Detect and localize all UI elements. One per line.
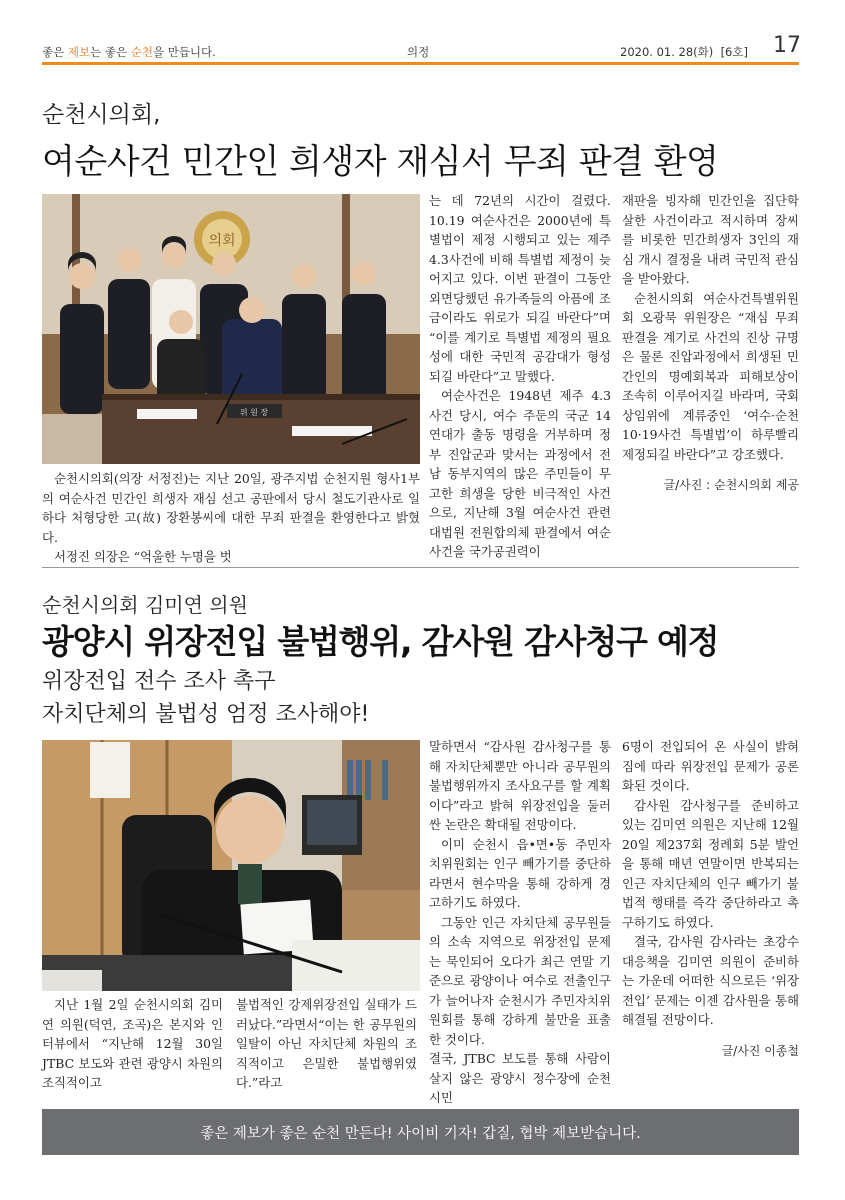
paragraph: 감사원 감사청구를 준비하고 있는 김미연 의원은 지난해 12월 20일 제237회 정례회 5분 발언을 통해 매년 연말이면 반복되는 인근 자치단체의 인구 빼가기 불법적 행태를 즉각 중단하라고 촉구하기도 하였다. xyxy=(622,797,799,930)
article1-headline: 여순사건 민간인 희생자 재심서 무죄 판결 환영 xyxy=(42,142,719,182)
paragraph: 이미 순천시 읍•면•동 주민자치위원회는 인구 빼가기를 중단하라면서 현수막을 통해 강하게 경고하기도 하였다. xyxy=(429,836,611,910)
slogan-part: 는 좋은 xyxy=(90,45,131,59)
paragraph: 말하면서 “감사원 감사청구를 통해 자치단체뿐만 아니라 공무원의 불법행위까지 조사요구를 할 계획이다”라고 밝혀 위장전입을 둘러싼 논란은 확대될 전망이다. xyxy=(429,739,611,832)
seal-text: 의회 xyxy=(208,233,236,249)
paragraph: 순천시의회(의장 서정진)는 지난 20일, 광주지법 순천지원 형사1부의 여순사건 민간인 희생자 재심 선고 공판에서 당시 철도기관사로 일하다 처형당한 고(故) 장환봉씨에 대한 무죄 판결을 환영한다고 밝혔다. xyxy=(42,471,420,545)
article-divider xyxy=(42,567,799,568)
slogan-highlight-jebo: 제보 xyxy=(67,45,91,59)
desk-nameplate: 위 원 장 xyxy=(239,408,269,417)
article2-headline: 광양시 위장전입 불법행위, 감사원 감사청구 예정 xyxy=(42,622,719,661)
article2-column-2 xyxy=(236,995,417,1093)
header-rule xyxy=(42,62,799,65)
header-slogan xyxy=(42,44,216,60)
page-number: 17 xyxy=(773,33,801,58)
article1-column-3 xyxy=(622,191,799,496)
article1-column-2 xyxy=(429,191,611,562)
slogan-part: 좋은 xyxy=(42,45,68,59)
section-label: 의정 xyxy=(407,45,430,59)
date-text: 2020. 01. 28(화) xyxy=(620,45,714,59)
paragraph: 재판을 빙자해 민간인을 집단학살한 사건이라고 적시하며 장씨를 비롯한 민간희생자 3인의 재심 개시 결정을 내려 국민적 관심을 받아왔다. xyxy=(622,193,799,286)
slogan-part: 을 만듭니다. xyxy=(152,45,216,59)
article2-subhead-1: 위장전입 전수 조사 촉구 xyxy=(42,669,276,694)
tip-off-banner xyxy=(42,1109,799,1155)
article2-column-4 xyxy=(622,737,799,1061)
issue-number: [6호] xyxy=(720,45,748,59)
article1-column-1 xyxy=(42,469,420,567)
paragraph: 지난 1월 2일 순천시의회 김미연 의원(덕연, 조곡)은 본지와 인터뷰에서 “지난해 12월 30일 JTBC 보도와 관련 광양시 차원의 조직적이고 xyxy=(42,997,223,1090)
paragraph: 6명이 전입되어 온 사실이 밝혀짐에 따라 위장전입 문제가 공론화된 것이다. xyxy=(622,739,799,793)
article2-credit: 글/사진 이종철 xyxy=(721,1043,799,1058)
councillor-office-photo xyxy=(42,740,420,991)
paragraph: 서정진 의장은 “억울한 누명을 벗 xyxy=(54,549,232,564)
issue-date xyxy=(620,44,748,60)
paragraph: 불법적인 강제위장전입 실태가 드러났다.”라면서“이는 한 공무원의 일탈이 아닌 자치단체 차원의 조직적이고 은밀한 불법행위였다.”라고 xyxy=(236,997,417,1090)
paragraph: 여순사건은 1948년 제주 4.3사건 당시, 여수 주둔의 국군 14연대가 출동 명령을 거부하며 정부 진압군과 맞서는 과정에서 전남 동부지역의 많은 주민들이 무고한 희생을 당한 비극적인 사건으로, 지난해 3월 여순사건 관련 대법원 전원합의체 판결에서 여순사건을 국가공권력이 xyxy=(429,388,611,559)
paragraph: 는 데 72년의 시간이 걸렸다. 10.19 여순사건은 2000년에 특별법이 제정 시행되고 있는 제주 4.3사건에 비해 특별법 제정이 늦어지고 있다. 이번 판결이 그동안 외면당했던 유가족들의 아픔에 조금이라도 위로가 되길 바란다”며 “이를 계기로 특별법 제정의 필요성에 대한 국민적 공감대가 형성되길 바란다”고 말했다. xyxy=(429,193,611,384)
banner-text: 좋은 제보가 좋은 순천 만든다! 사이비 기자! 갑질, 협박 제보받습니다. xyxy=(200,1125,641,1142)
paragraph: 그동안 인근 자치단체 공무원들의 소속 지역으로 위장전입 문제는 묵인되어 오다가 최근 연말 기준으로 광양이나 여수로 전출인구가 늘어나자 순천시가 주민자치위원회를 통해 강하게 불만을 표출한 것이다. xyxy=(429,914,611,1047)
paragraph: 결국, JTBC 보도를 통해 사람이 살지 않은 광양시 정수장에 순천시민 xyxy=(429,1051,611,1105)
slogan-highlight-suncheon: 순천 xyxy=(130,45,153,59)
article1-credit: 글/사진 : 순천시의회 제공 xyxy=(663,478,799,492)
article2-kicker: 순천시의회 김미연 의원 xyxy=(42,593,248,617)
paragraph: 순천시의회 여순사건특별위원회 오광묵 위원장은 “재심 무죄 판결을 계기로 사건의 진상 규명은 물론 진압과정에서 희생된 민간인의 명예회복과 피해보상이 조속히 이루어지길 바라며, 국회 상임위에 계류중인 ‘여수·순천 10·19사건 특별법’이 하루빨리 제정되길 바란다”고 강조했다. xyxy=(622,290,799,462)
article2-column-3 xyxy=(429,737,611,1108)
article2-column-1 xyxy=(42,995,223,1093)
article2-subhead-2: 자치단체의 불법성 엄정 조사해야! xyxy=(42,702,370,727)
article1-kicker: 순천시의회, xyxy=(42,102,161,128)
council-group-photo xyxy=(42,194,420,464)
paragraph: 결국, 감사원 감사라는 초강수 대응책을 김미연 의원이 준비하는 가운데 어떠한 식으로든 ‘위장전입’ 문제는 이젠 감사원을 통해 해결될 전망이다. xyxy=(622,934,799,1027)
